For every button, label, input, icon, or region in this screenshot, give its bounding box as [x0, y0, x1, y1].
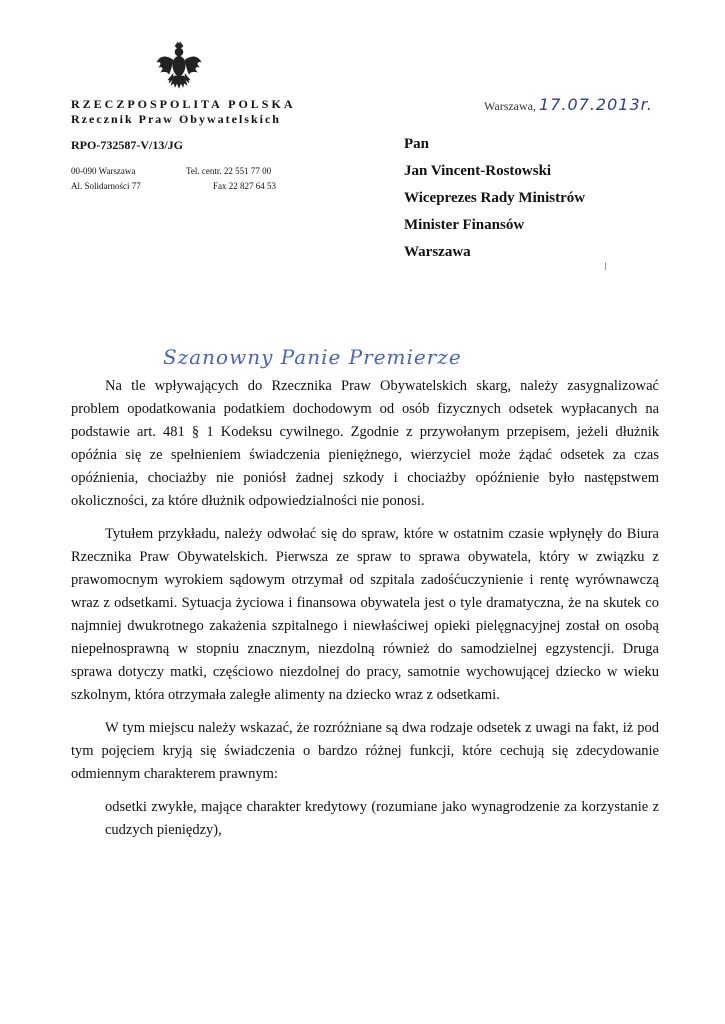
paragraph-1: Na tle wpływających do Rzecznika Praw Obywatelskich skarg, należy zasygnalizować problem opodatkowania podatkiem dochodowym od osób fizycznych odsetek wypłacanych na podstawie art. 481 § 1 Kodeksu cywilnego. Zgodnie z przywołanym przepisem, jeżeli dłużnik opóźnia się ze spełnieniem świadczenia pieniężnego, wierzyciel może żądać odsetek za czas opóźnienia, chociażby nie poniósł żadnej szkody i chociażby opóźnienie było następstwem okoliczności, za które dłużnik odpowiedzialności nie ponosi.	[71, 378, 659, 509]
paragraph-3: W tym miejscu należy wskazać, że rozróżniane są dwa rodzaje odsetek z uwagi na fakt, iż pod tym pojęciem kryją się świadczenia o bardzo różnej funkcji, które cechują się zdecydowanie odmiennym charakterem prawnym:	[71, 720, 659, 782]
list-item: odsetki zwykłe, mające charakter kredytowy (rozumiane jako wynagrodzenie za korzystanie z cudzych pieniędzy),	[105, 799, 659, 838]
date-place: Warszawa,	[484, 99, 537, 113]
recipient-city: Warszawa	[404, 244, 471, 260]
paragraph-2: Tytułem przykładu, należy odwołać się do spraw, które w ostatnim czasie wpłynęły do Biura Rzecznika Praw Obywatelskich. Pierwsza ze spraw to sprawa obywatela, który w związku z prawomocnym wyrokiem sądowym otrzymał od szpitala zadośćuczynienie i rentę wyrównawczą wraz z odsetkami. Sytuacja życiowa i finansowa obywatela jest o tyle dramatyczna, że na skutek co najmniej dwukrotnego zakażenia szpitalnego i niewłaściwej opieki pielęgnacyjnej został on osobą niepełnosprawną w stopniu znacznym, niezdolną również do samodzielnej egzystencji. Druga sprawa dotyczy matki, częściowo niezdolnej do pracy, samotnie wychowującej dziecko w wieku szkolnym, która otrzymała zaległe alimenty na dziecko wraz z odsetkami.	[71, 526, 659, 703]
recipient-name: Jan Vincent-Rostowski	[404, 163, 552, 179]
phone-number: Tel. centr. 22 551 77 00	[186, 166, 272, 176]
reference-number: RPO-732587-V/13/JG	[71, 138, 183, 152]
letter-body	[71, 375, 659, 842]
recipient-position-2: Minister Finansów	[404, 217, 525, 233]
fax-number: Fax 22 827 64 53	[213, 181, 276, 191]
recipient-title: Pan	[404, 136, 430, 152]
handwritten-salutation: Szanowny Panie Premierze	[163, 345, 462, 369]
polish-eagle-icon	[154, 40, 204, 92]
letter-date	[484, 95, 653, 114]
address-street: Al. Solidarności 77	[71, 181, 141, 191]
recipient-position-1: Wiceprezes Rady Ministrów	[404, 190, 586, 206]
institution-office: Rzecznik Praw Obywatelskich	[71, 112, 281, 126]
handwritten-date: 17.07.2013r.	[539, 95, 653, 114]
scan-mark	[605, 262, 606, 270]
institution-name: RZECZPOSPOLITA POLSKA	[71, 97, 296, 111]
address-postal: 00-090 Warszawa	[71, 166, 136, 176]
